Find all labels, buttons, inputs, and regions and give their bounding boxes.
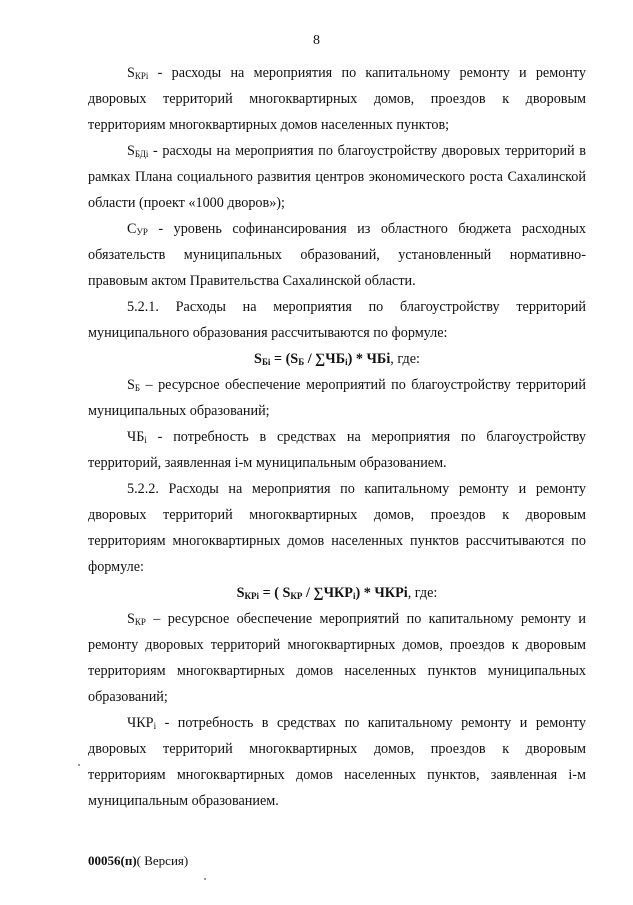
definition-s-bd-i: $S_{БДi}$ - расходы на мероприятия по благоустройству дворовых территорий в рамках Плана социального развития центров экономического роста Сахалинской области (проект «1000 дворов»);: [88, 143, 586, 211]
definition-s-kr-i: $S_{КРi}$ - расходы на мероприятия по капитальному ремонту и ремонту дворовых территорий многоквартирных домов, проездов к дворовым территориям многоквартирных домов населенных пунктов;: [88, 65, 586, 133]
definition-chb-i: $ЧБ_i$ - потребность в средствах на мероприятия по благоустройству территорий, заявленная i-м муниципальным образованием.: [88, 429, 586, 471]
formula-s-b-i: $S_{Бi} = (S_Б / \sum ЧБ_i)$ * ЧБi, где:: [254, 351, 420, 367]
scan-speck: [78, 764, 80, 766]
definition-s-b: $S_Б$ – ресурсное обеспечение мероприятий по благоустройству территорий муниципальных образований;: [88, 377, 586, 419]
definition-s-kr: $S_{КР}$ – ресурсное обеспечение мероприятий по капитальному ремонту и ремонту дворовых территорий многоквартирных домов, проездов к дворовым территориям многоквартирных домов населенных пунктов муниципальных образований;: [88, 611, 586, 705]
page-number: 8: [313, 33, 320, 48]
definition-chkr-i: $ЧКР_i$ - потребность в средствах по капитальному ремонту и ремонту дворовых территорий многоквартирных домов, проездов к дворовым территориям многоквартирных домов населенных пунктов, заявленная i-м муниципальным образованием.: [88, 715, 586, 809]
section-5-2-1: 5.2.1. Расходы на мероприятия по благоустройству территорий муниципального образования рассчитываются по формуле:: [88, 299, 586, 341]
scan-speck: [204, 878, 206, 880]
document-code: 00056(п)( Версия): [88, 853, 189, 868]
formula-s-kr-i: $S_{КРi}$ = ( $S_{КР} / \sum ЧКР_i$) * ЧКРi, где:: [236, 585, 438, 601]
section-5-2-2: 5.2.2. Расходы на мероприятия по капитальному ремонту и ремонту дворовых территорий многоквартирных домов, проездов к дворовым территориям многоквартирных домов населенных пунктов рассчитываются по формуле:: [88, 481, 586, 575]
document-body: [88, 60, 586, 814]
definition-c-ur: $С_{УР}$ - уровень софинансирования из областного бюджета расходных обязательств муниципальных образований, установленный нормативно-правовым актом Правительства Сахалинской области.: [88, 221, 586, 289]
